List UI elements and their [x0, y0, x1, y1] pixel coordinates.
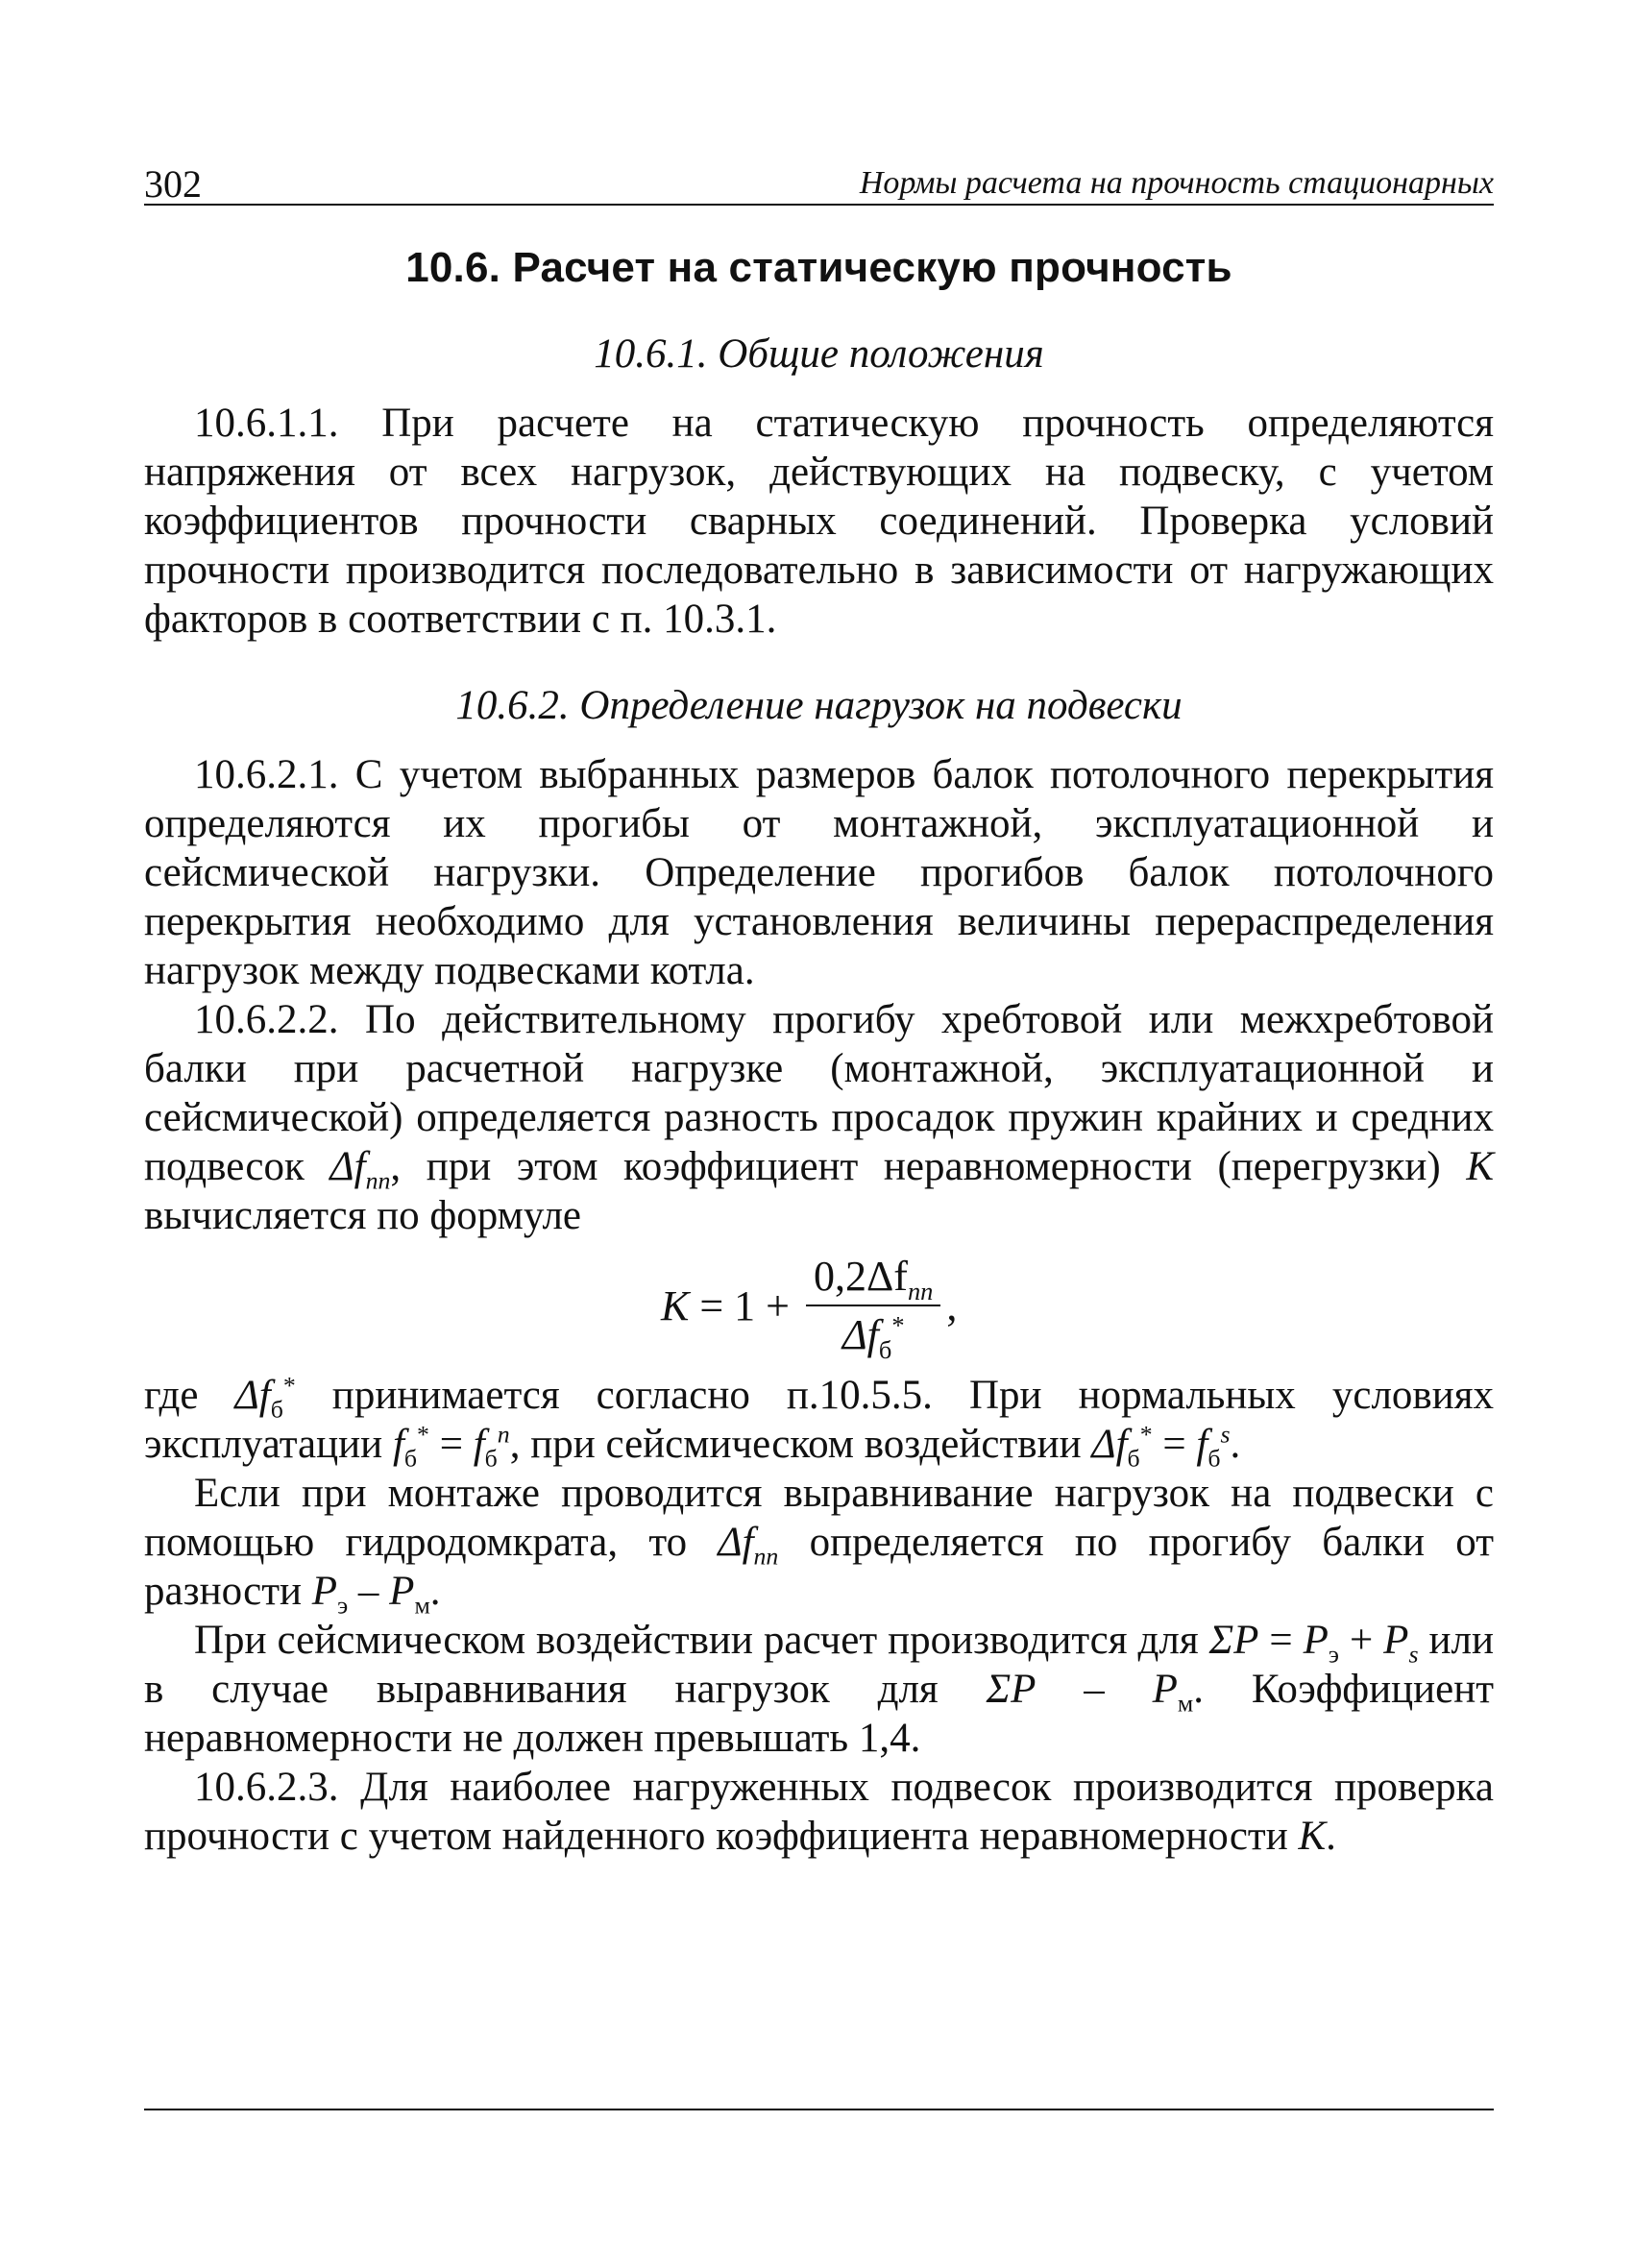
text-run: 10.6.2.3. Для наиболее нагруженных подвесок производится проверка прочности с учетом найденного коэффициента неравномерности: [144, 1765, 1494, 1859]
text-run: принимается согласно п.10.5.5. При нормальных условиях эксплуатации: [144, 1373, 1494, 1467]
period: .: [1230, 1422, 1241, 1467]
text-run: 10.6.2.2. По действительному прогибу хребтовой или межхребтовой балки при расчетной нагрузке (монтажной, эксплуатационной и сейсмической) определяется разность просадок пружин крайних и средних подвесок: [144, 997, 1494, 1189]
paragraph-10-6-2-2: [144, 995, 1494, 1240]
text-run: Если при монтаже проводится выравнивание нагрузок на подвески с помощью гидродомкрата, то: [144, 1471, 1494, 1565]
subscript-b: б: [1127, 1444, 1140, 1473]
symbol-sigma-p: ΣP: [986, 1667, 1036, 1712]
superscript-star: *: [1139, 1420, 1153, 1449]
numerator-text: 0,2Δf: [814, 1253, 908, 1300]
text-run: , при этом коэффициент неравномерности (перегрузки): [390, 1144, 1467, 1189]
formula-denominator: [835, 1306, 913, 1364]
page-number: 302: [144, 162, 202, 206]
symbol-f: f: [473, 1422, 485, 1467]
text-run: определяется по прогибу балки от разности: [144, 1520, 1494, 1614]
symbol-delta-f: Δf: [718, 1520, 754, 1565]
text-run: . Коэффициент неравномерности не должен превышать 1,4.: [144, 1667, 1495, 1761]
paragraph-10-6-1-1: 10.6.1.1. При расчете на статическую прочность определяются напряжения от всех нагрузок, действующих на подвеску, с учетом коэффициентов прочности сварных соединений. Проверка условий прочности производится последовательно в зависимости от нагружающих факторов в соответствии с п. 10.3.1.: [144, 401, 1494, 642]
period: .: [429, 1569, 441, 1614]
equals: =: [1152, 1422, 1197, 1467]
paragraph-where: [144, 1371, 1494, 1473]
page: [144, 144, 1494, 1861]
subscript-b: б: [484, 1444, 498, 1473]
symbol-p: P: [1152, 1667, 1178, 1712]
denominator-sub: б: [878, 1334, 892, 1364]
page-header: [144, 144, 1494, 204]
text-run: .: [1326, 1814, 1336, 1859]
paragraph-jack: [144, 1469, 1494, 1620]
symbol-k: K: [1466, 1144, 1494, 1189]
text-run: где: [144, 1373, 235, 1418]
symbol-p: P: [1303, 1618, 1329, 1663]
subscript-s: s: [1408, 1640, 1419, 1669]
equals: =: [1258, 1618, 1304, 1663]
header-rule: [144, 204, 1494, 206]
formula-fraction: [806, 1252, 940, 1364]
formula-numerator: [806, 1252, 940, 1306]
equals: =: [428, 1422, 474, 1467]
paragraph-10-6-2-1: 10.6.2.1. С учетом выбранных размеров балок потолочного перекрытия определяются их прогибы от монтажной, эксплуатационной и сейсмической нагрузки. Определение прогибов балок потолочного перекрытия необходимо для установления величины перераспределения нагрузок между подвесками котла.: [144, 752, 1494, 993]
symbol-p: P: [311, 1569, 338, 1614]
formula-body: [661, 1240, 957, 1371]
subscript-b: б: [1207, 1444, 1221, 1473]
denominator-sup: *: [891, 1310, 905, 1340]
paragraph-seismic: [144, 1616, 1494, 1763]
subscript-m: м: [1177, 1689, 1194, 1718]
subsection-title-general: 10.6.1. Общие положения: [594, 331, 1044, 377]
plus: +: [1338, 1618, 1384, 1663]
subscript-m: м: [414, 1591, 430, 1620]
subscript-pp: пп: [365, 1166, 391, 1195]
running-title: Нормы расчета на прочность стационарных: [859, 165, 1494, 201]
symbol-p: P: [389, 1569, 415, 1614]
symbol-f: f: [1196, 1422, 1208, 1467]
symbol-sigma-p: ΣP: [1208, 1618, 1259, 1663]
superscript-star: *: [417, 1420, 429, 1449]
subscript-e: э: [337, 1591, 349, 1620]
subscript-b: б: [270, 1395, 283, 1424]
superscript-star: *: [282, 1371, 296, 1400]
symbol-delta-f: Δf: [1091, 1422, 1128, 1467]
symbol-delta-f: Δf: [234, 1373, 271, 1418]
denominator-text: Δf: [841, 1311, 879, 1358]
text-run: или в случае выравнивания нагрузок для: [144, 1618, 1494, 1712]
symbol-k: K: [1298, 1814, 1327, 1859]
text-run: вычисляется по формуле: [144, 1193, 582, 1238]
subscript-pp: пп: [753, 1542, 779, 1571]
symbol-f: f: [392, 1422, 404, 1467]
minus: –: [348, 1569, 390, 1614]
formula-eq: = 1 +: [689, 1281, 800, 1329]
section-title: 10.6. Расчет на статическую прочность: [405, 244, 1232, 291]
superscript-n: п: [497, 1420, 510, 1449]
symbol-p: P: [1383, 1618, 1409, 1663]
formula-tail: ,: [946, 1281, 958, 1329]
paragraph-10-6-2-3: [144, 1763, 1494, 1861]
footer-rule: [144, 2109, 1494, 2110]
numerator-sub: пп: [907, 1276, 934, 1305]
superscript-s: s: [1220, 1420, 1231, 1449]
subsection-title-loads: 10.6.2. Определение нагрузок на подвески: [455, 683, 1183, 728]
text-run: При сейсмическом воздействии расчет производится для: [194, 1618, 1209, 1663]
symbol-delta-f: Δf: [329, 1144, 366, 1189]
text-run: , при сейсмическом воздействии: [509, 1422, 1092, 1467]
formula-k: [144, 1240, 1494, 1371]
formula-lhs: K: [661, 1281, 690, 1329]
minus: –: [1036, 1667, 1153, 1712]
subscript-e: э: [1328, 1640, 1339, 1669]
subscript-b: б: [403, 1444, 418, 1473]
